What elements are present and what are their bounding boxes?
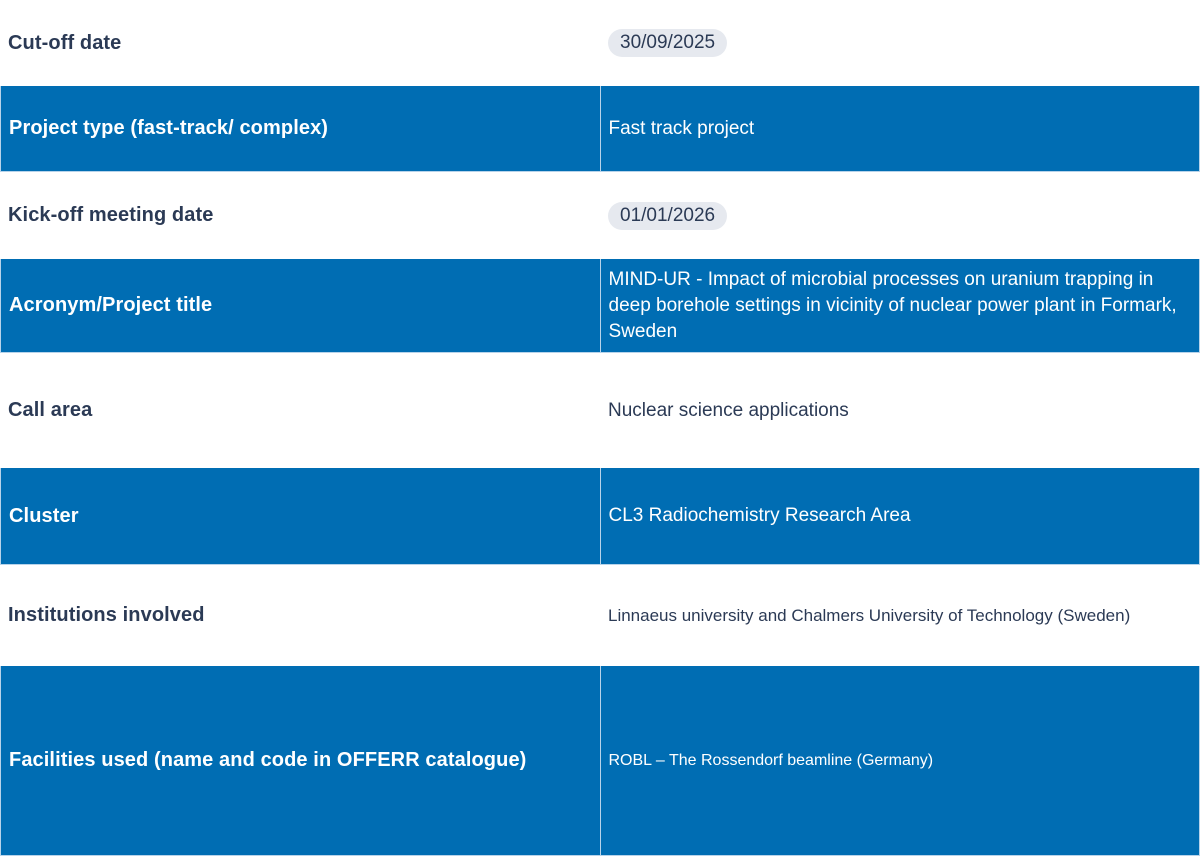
cluster-value: CL3 Radiochemistry Research Area — [600, 468, 1200, 564]
cut-off-date-label: Cut-off date — [8, 31, 122, 54]
row-project-type — [0, 86, 1200, 172]
row-kick-off-date — [0, 172, 1200, 259]
row-cluster — [0, 468, 1200, 565]
institutions-value: Linnaeus university and Chalmers University of Technology (Sweden) — [608, 605, 1131, 625]
cluster-label: Cluster — [0, 468, 600, 564]
kick-off-date-label: Kick-off meeting date — [8, 204, 214, 226]
row-call-area — [0, 353, 1200, 468]
kick-off-date-chip: 01/01/2026 — [608, 202, 727, 230]
institutions-label: Institutions involved — [8, 604, 205, 626]
call-area-label: Call area — [8, 399, 93, 421]
project-type-value: Fast track project — [600, 86, 1200, 171]
row-facilities — [0, 666, 1200, 856]
cut-off-date-chip: 30/09/2025 — [608, 29, 727, 57]
project-type-label: Project type (fast-track/ complex) — [0, 86, 600, 171]
facilities-label: Facilities used (name and code in OFFERR catalogue) — [0, 666, 600, 855]
cut-off-date-value-cell — [600, 0, 1200, 86]
kick-off-date-value-cell — [600, 172, 1200, 259]
project-title-label: Acronym/Project title — [0, 259, 600, 352]
call-area-value: Nuclear science applications — [608, 399, 849, 421]
row-cut-off-date — [0, 0, 1200, 86]
row-project-title — [0, 259, 1200, 353]
facilities-value: ROBL – The Rossendorf beamline (Germany) — [600, 666, 1200, 855]
project-title-value: MIND-UR - Impact of microbial processes on uranium trapping in deep borehole settings in vicinity of nuclear power plant in Formark, Sweden — [600, 259, 1200, 352]
row-institutions — [0, 565, 1200, 666]
